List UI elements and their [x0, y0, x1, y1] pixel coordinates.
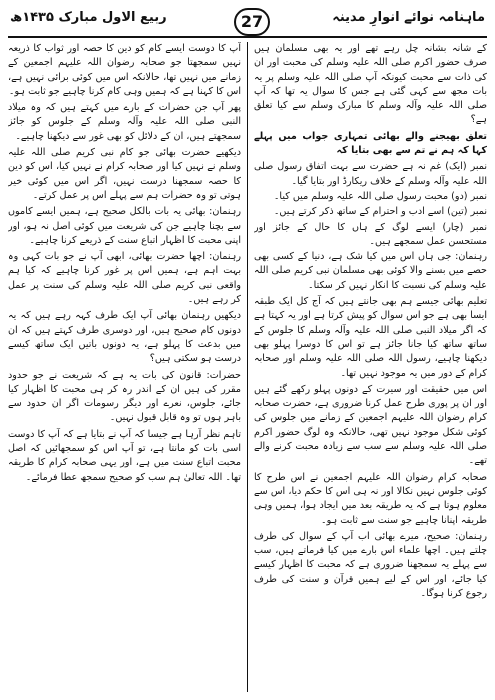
paragraph: کے شانہ بشانہ چل رہے تھے اور یہ بھی مسلمان ہیں صرف حضور اکرم صلی اللہ علیہ وسلم کی محبت اور ان کی ذات سے محبت کیونکہ آپ صلی اللہ علیہ وسلم پر یہ بات مجھ سے کہی گئی ہے جس کا سوال یہ تھا کہ آپ صلی اللہ علیہ وآلہ وسلم کا مبارک وسلم سے کیا تعلق ہے؟ — [254, 43, 487, 126]
paragraph: تعلق بھیجنے والے بھائی تمہاری جواب میں پہلے کہا کہ ہم نے تم سے بھی بتایا کہ — [254, 130, 487, 157]
paragraph: آپ کا دوست ایسے کام کو دین کا حصہ اور ثواب کا ذریعہ نہیں سمجھتا جو صحابہ رضوان اللہ علیہم اجمعین کے زمانے میں نہیں تھا، حالانکہ اس میں کوئی برائی نہیں ہے، اس کا کہنا ہے کہ ہمیں وہی کام کرنا چاہیے جو ثابت ہو۔ — [8, 43, 241, 97]
paragraph: رہنمان: صحیح، میرے بھائی اب آپ کے سوال کی طرف چلتے ہیں۔ اچھا علماء اس بارے میں کیا فرماتے ہیں، سب سے پہلے یہ سمجھنا ضروری ہے کہ محبت کا اظہار کیسے کیا جائے، اور اس کے لیے ہمیں قرآن و سنت کی طرف رجوع کرنا ہوگا۔ — [254, 530, 487, 599]
paragraph: رہنمان: بھائی یہ بات بالکل صحیح ہے، ہمیں ایسے کاموں سے بچنا چاہیے جن کی شریعت میں کوئی اصل نہ ہو، اور اپنی محبت کا اظہار اتباع سنت کے ذریعے کرنا چاہیے۔ — [8, 206, 241, 246]
paragraph: صحابہ کرام رضوان اللہ علیہم اجمعین نے اس طرح کا کوئی جلوس نہیں نکالا اور نہ ہی اس کا حکم دیا، اس سے معلوم ہوتا ہے کہ یہ طریقہ بعد میں ایجاد ہوا، ہمیں وہی طریقہ اپنانا چاہیے جو سنت سے ثابت ہو۔ — [254, 471, 487, 526]
paragraph: تاہم نظر آرہا ہے جیسا کہ آپ نے بتایا ہے کہ آپ کا دوست اسی بات کو مانتا ہے، تو آپ اس کو سمجھائیں کہ اصل محبت اتباع سنت میں ہے، اور یہی صحابہ کرام کا طریقہ تھا۔ اللہ تعالیٰ ہم سب کو صحیح سمجھ عطا فرمائے۔ — [8, 428, 241, 483]
list-item: نمبر (ایک) غم نہ ہے حضرت سے بہت اتفاق رسول صلی اللہ علیہ وآلہ وسلم کے خلاف ریکارڈ اور بتایا گیا۔ — [254, 161, 487, 187]
left-column — [8, 42, 241, 696]
list-item: نمبر (دو) محبت رسول صلی اللہ علیہ وسلم میں کیا۔ — [273, 190, 487, 202]
right-column — [254, 42, 487, 696]
column-divider — [247, 42, 248, 692]
paragraph: پھر آپ جن حضرات کے بارے میں کہتے ہیں کہ وہ میلاد النبی صلی اللہ علیہ وآلہ وسلم کے جلوس کو جائز سمجھتے ہیں، ان کے دلائل کو بھی غور سے دیکھنا چاہیے۔ — [8, 102, 241, 142]
page-number: 27 — [234, 8, 270, 36]
paragraph: دیکھیے حضرت بھائی جو کام نبی کریم صلی اللہ علیہ وسلم نے نہیں کیا اور صحابہ کرام نے نہیں کیا، اس کو دین کا حصہ سمجھنا درست نہیں، اگر اس میں کوئی خیر ہوتی تو وہ حضرات ہم سے پہلے اس پر عمل کرتے۔ — [8, 147, 241, 201]
list-item: نمبر (چار) ایسے لوگ کے ہاں کا حال کے جائز اور مستحسن عمل سمجھے ہیں۔ — [254, 221, 487, 247]
paragraph: اس میں حقیقت اور سیرت کے دونوں پہلو رکھے گئے ہیں اور ان پر پوری طرح عمل کرنا ضروری ہے، حضرت صحابہ کرام رضوان اللہ علیہم اجمعین کے زمانے میں جلوس کی کوئی شکل موجود نہیں تھی، حالانکہ وہ لوگ حضور اکرم صلی اللہ علیہ وسلم سے سب سے زیادہ محبت کرنے والے تھے۔ — [254, 383, 487, 467]
paragraph: دیکھیں رہنمان بھائی آپ ایک طرف کہہ رہے ہیں کہ یہ دونوں کام صحیح ہیں، اور دوسری طرف کہتے ہیں کہ ان میں بدعت کا پہلو ہے، یہ دونوں باتیں ایک ساتھ کیسے درست ہو سکتی ہیں؟ — [8, 310, 241, 365]
paragraph: حضرات: قانون کی بات یہ ہے کہ شریعت نے جو حدود مقرر کی ہیں ان کے اندر رہ کر ہی محبت کا اظہار کیا جائے، جلوس، نعرے اور دیگر رسومات اگر ان حدود سے باہر ہوں تو وہ قابل قبول نہیں۔ — [8, 369, 241, 424]
paragraph: رہنمان: جی ہاں اس میں کیا شک ہے، دنیا کے کسی بھی حصے میں بسنے والا کوئی بھی مسلمان نبی کریم صلی اللہ علیہ وسلم کی نسبت کا انکار نہیں کر سکتا۔ — [254, 251, 487, 291]
magazine-title: ماہنامہ نوائے انوارِ مدینہ — [332, 10, 485, 25]
paragraph: رہنمان: اچھا حضرت بھائی، ابھی آپ نے جو بات کہی وہ بہت اہم ہے، ہمیں اس پر غور کرنا چاہیے کہ کیا ہم واقعی نبی کریم صلی اللہ علیہ وسلم کی سنت پر عمل کر رہے ہیں۔ — [8, 251, 241, 306]
list-item: نمبر (تین) اسے ادب و احترام کے ساتھ ذکر کرتے ہیں۔ — [273, 206, 487, 218]
page-header — [8, 6, 487, 36]
issue-date: ربیع الاول مبارک ۱۴۳۵ھ — [10, 10, 167, 25]
paragraph: تعلیم بھائی جیسے ہم بھی جانتے ہیں کہ آج کل ایک طبقہ ایسا بھی ہے جو اس سوال کو پیش کرتا ہے اور یہ کہتا ہے کہ اگر میلاد النبی صلی اللہ علیہ وآلہ وسلم کا جلوس کے ساتھ ساتھ کیا جانا جائز ہے تو اس کا دوسرا پہلو بھی دیکھنا چاہیے، رسول اللہ صلی اللہ علیہ وسلم اور صحابہ کرام کے دور میں یہ موجود نہیں تھا۔ — [254, 296, 487, 379]
header-rule — [8, 36, 487, 38]
